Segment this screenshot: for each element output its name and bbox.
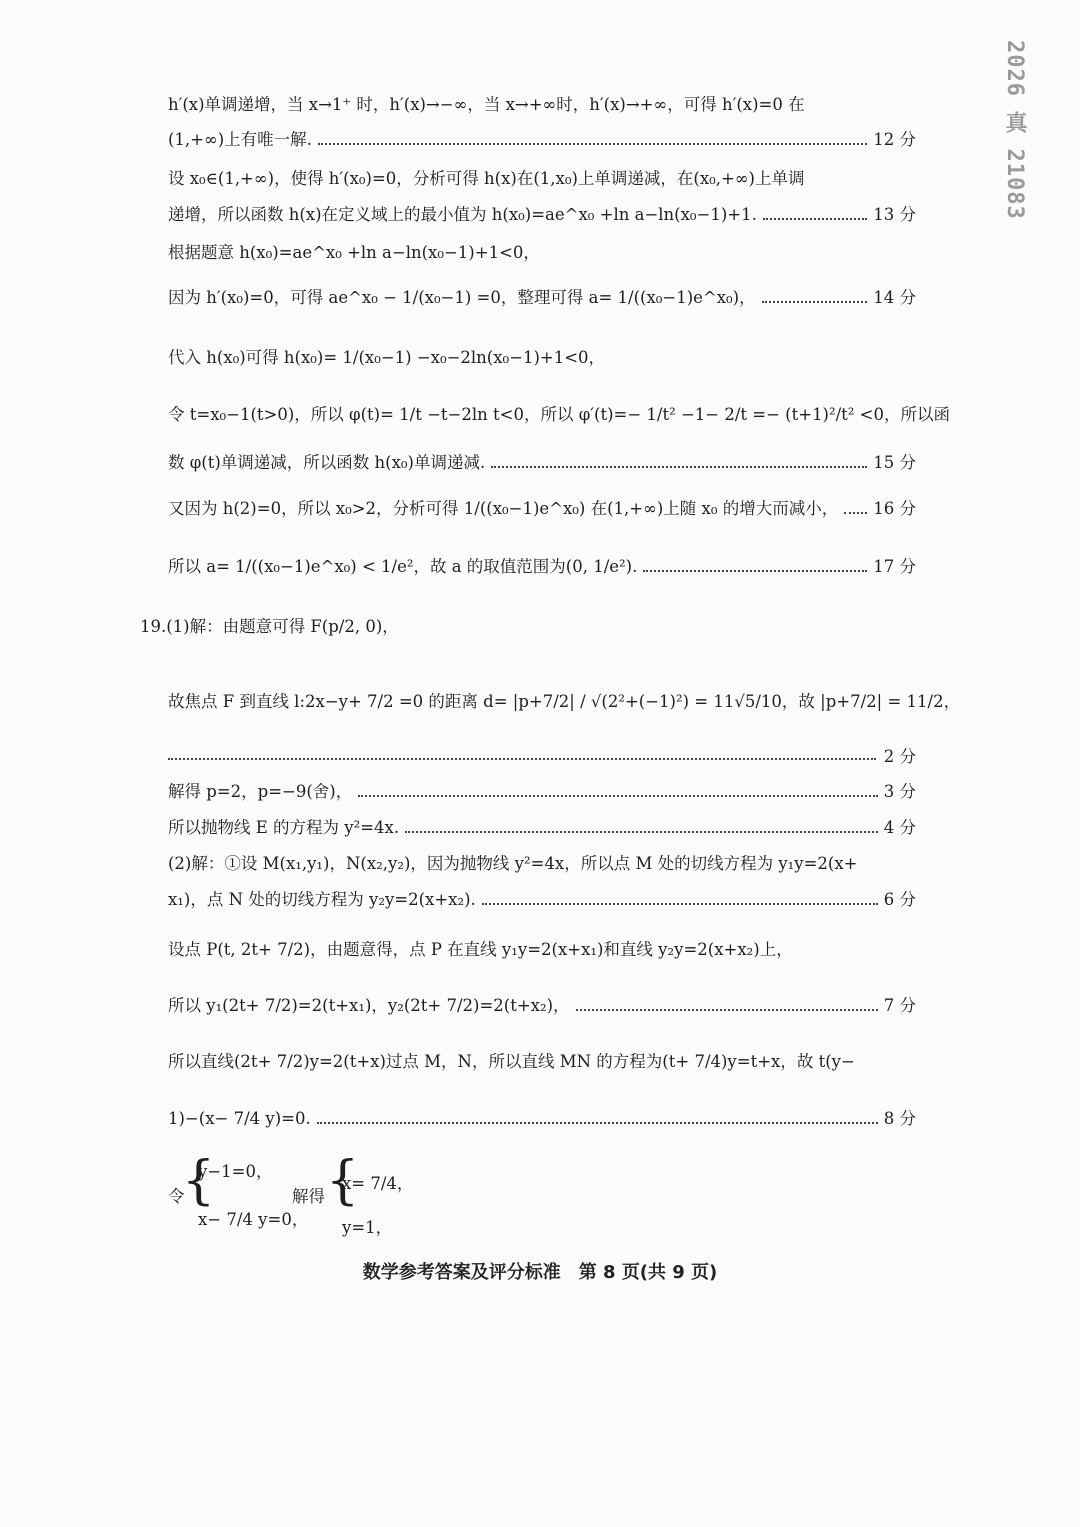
text-line-13: 故焦点 F 到直线 l:2x−y+ 7/2 =0 的距离 d= |p+7/2| / √(2²+(−1)²) = 11√5/10，故 |p+7/2| = 11/2， (168, 692, 961, 711)
left-brace: { (182, 1151, 216, 1211)
question-19-header: 19.(1)解：由题意可得 F(p/2, 0)， (140, 617, 399, 636)
text-line-19: 设点 P(t, 2t+ 7/2)，由题意得，点 P 在直线 y₁y=2(x+x₁)和直线 y₂y=2(x+x₂)上， (168, 940, 793, 959)
text-line-6: 因为 h′(x₀)=0，可得 ae^x₀ − 1/(x₀−1) =0，整理可得 a= 1/((x₀−1)e^x₀)， 14 分 (168, 288, 916, 307)
leader-dots (763, 215, 867, 220)
leader-dots (576, 1006, 878, 1011)
text-line-8: 令 t=x₀−1(t>0)，所以 φ(t)= 1/t −t−2ln t<0，所以 φ′(t)=− 1/t² −1− 2/t =− (t+1)²/t² <0，所以函 (168, 405, 950, 424)
left-brace: { (326, 1151, 360, 1211)
text-line-2: (1,+∞)上有唯一解. 12 分 (168, 130, 916, 149)
text-line-4: 递增，所以函数 h(x)在定义域上的最小值为 h(x₀)=ae^x₀ +ln a−ln(x₀−1)+1. 13 分 (168, 205, 916, 224)
leader-dots (358, 792, 878, 797)
page-footer: 数学参考答案及评分标准 第 8 页(共 9 页) (362, 1262, 718, 1283)
text-line-1: h′(x)单调递增，当 x→1⁺ 时，h′(x)→−∞，当 x→+∞时，h′(x)→+∞，可得 h′(x)=0 在 (168, 95, 805, 114)
leader-dots (168, 755, 876, 760)
leader-dots (491, 463, 867, 468)
text-line-9: 数 φ(t)单调递减，所以函数 h(x₀)单调递减. 15 分 (168, 453, 916, 472)
text-line-7: 代入 h(x₀)可得 h(x₀)= 1/(x₀−1) −x₀−2ln(x₀−1)+1<0， (168, 348, 606, 367)
leader-dots (317, 1119, 878, 1124)
text-line-18: x₁)，点 N 处的切线方程为 y₂y=2(x+x₂). 6 分 (168, 890, 916, 909)
text-line-16: 所以抛物线 E 的方程为 y²=4x. 4 分 (168, 818, 916, 837)
text-line-15: 解得 p=2，p=−9(舍)， 3 分 (168, 782, 916, 801)
text-line-21: 所以直线(2t+ 7/2)y=2(t+x)过点 M，N，所以直线 MN 的方程为(t+ 7/4)y=t+x，故 t(y− (168, 1052, 855, 1071)
text-line-22: 1)−(x− 7/4 y)=0. 8 分 (168, 1109, 916, 1128)
leader-dots (482, 900, 878, 905)
leader-dots (405, 828, 878, 833)
leader-dots (762, 298, 868, 303)
corner-stamp: 2026 真 21083 (1002, 40, 1027, 220)
text-line-20: 所以 y₁(2t+ 7/2)=2(t+x₁)，y₂(2t+ 7/2)=2(t+x₂)， 7 分 (168, 996, 916, 1015)
text-line-14: 2 分 (168, 743, 916, 767)
text-line-11: 所以 a= 1/((x₀−1)e^x₀) < 1/e²，故 a 的取值范围为(0, 1/e²). 17 分 (168, 557, 916, 576)
leader-dots (318, 140, 867, 145)
leader-dots (844, 509, 867, 514)
text-line-3: 设 x₀∈(1,+∞)，使得 h′(x₀)=0，分析可得 h(x)在(1,x₀)上单调递减，在(x₀,+∞)上单调 (168, 169, 805, 188)
text-line-17: (2)解：①设 M(x₁,y₁)，N(x₂,y₂)，因为抛物线 y²=4x，所以点 M 处的切线方程为 y₁y=2(x+ (168, 854, 858, 873)
leader-dots (643, 567, 867, 572)
text-line-5: 根据题意 h(x₀)=ae^x₀ +ln a−ln(x₀−1)+1<0， (168, 243, 540, 262)
answer-page: 2026 真 21083 h′(x)单调递增，当 x→1⁺ 时，h′(x)→−∞，当 x→+∞时，h′(x)→+∞，可得 h′(x)=0 在 (1,+∞)上有唯一解. 12 分 设 x₀∈(1,+∞)，使得 h′(x₀)=0，分析可得 h(x)在(1,x₀)上单调递减，在(x₀,+∞)上单调 递增，所以函数 h(x)在定义域上的最小值为 h(x₀)=ae^x₀ +ln a−ln(x₀−1)+1. 13 分 根据题意 h(x₀)=ae^x₀ +ln a−ln(x₀−1)+1<0， 因为 h′(x₀)=0，可得 ae^x₀ − 1/(x₀−1) =0，整理可得 a= 1/((x₀−1)e^x₀)， 14 分 代入 h(x₀)可得 h(x₀)= 1/(x₀−1) −x₀−2ln(x₀−1)+1<0， 令 t=x₀−1(t>0)，所以 φ(t)= 1/t −t−2ln t<0，所以 φ′(t)=− 1/t² −1− 2/t =− (t+1)²/t² <0，所以函 数 φ(t)单调递减，所以函数 h(x₀)单调递减. 15 分 又因为 h(2)=0，所以 x₀>2，分析可得 1/((x₀−1)e^x₀) 在(1,+∞)上随 x₀ 的增大而减小， 16 分 所以 a= 1/((x₀−1)e^x₀) < 1/e²，故 a 的取值范围为(0, 1/e²). 17 分 19.(1)解：由题意可得 F(p/2, 0)， 故焦点 F 到直线 l:2x−y+ 7/2 =0 的距离 d= |p+7/2| / √(2²+(−1)²) = 11√5/10，故 |p+7/2| = 11/2， 2 分 解得 p=2，p=−9(舍)， 3 分 所以抛物线 E 的方程为 y²=4x. 4 分 (2)解：①设 M(x₁,y₁)，N(x₂,y₂)，因为抛物线 y²=4x，所以点 M 处的切线方程为 y₁y=2(x+ x₁)，点 N 处的切线方程为 y₂y=2(x+x₂). 6 分 设点 P(t, 2t+ 7/2)，由题意得，点 P 在直线 y₁y=2(x+x₁)和直线 y₂y=2(x+x₂)上， 所以 y₁(2t+ 7/2)=2(t+x₁)，y₂(2t+ 7/2)=2(t+x₂)， 7 分 所以直线(2t+ 7/2)y=2(t+x)过点 M，N，所以直线 MN 的方程为(t+ 7/4)y=t+x，故 t(y− 1)−(x− 7/4 y)=0. 8 分 令 { y−1=0， x− 7/4 y=0， 解得 { x= 7/4， y=1， 数学参考答案及评分标准 第 8 页(共 9 页) (0, 0, 1080, 1527)
text-line-10: 又因为 h(2)=0，所以 x₀>2，分析可得 1/((x₀−1)e^x₀) 在(1,+∞)上随 x₀ 的增大而减小， 16 分 (168, 499, 916, 518)
